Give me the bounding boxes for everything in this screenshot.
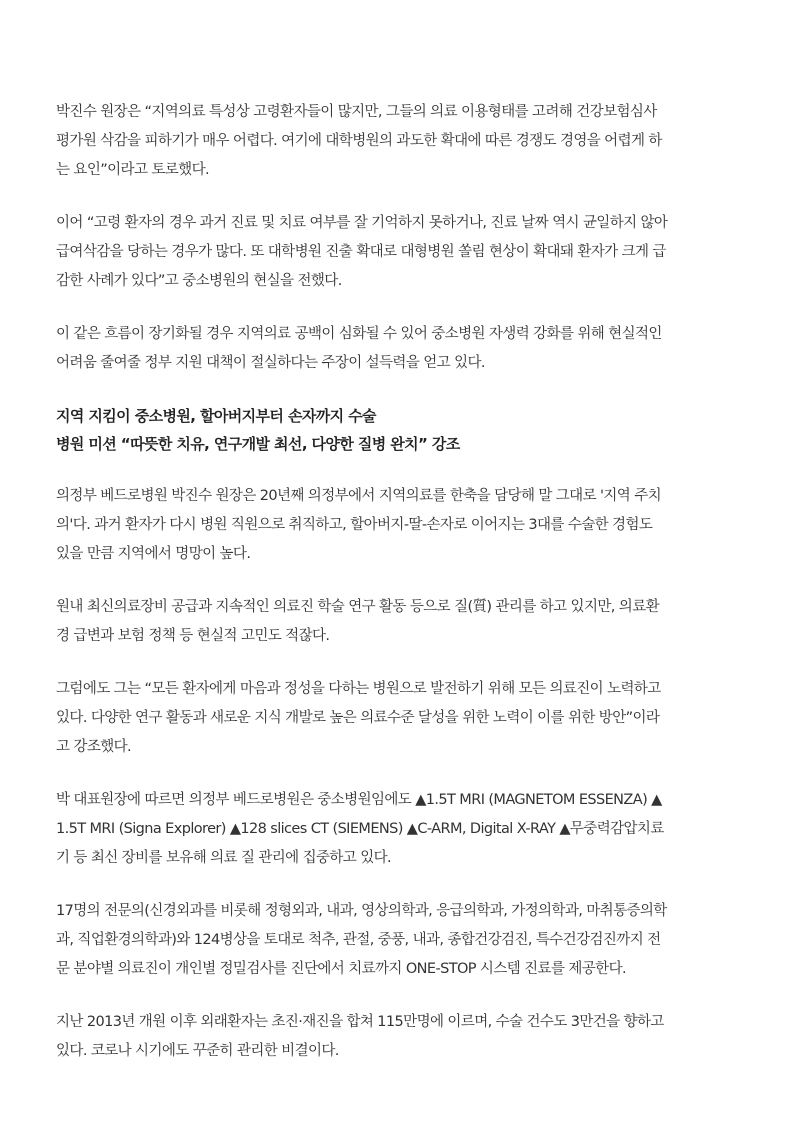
text-line: 있다. 다양한 연구 활동과 새로운 지식 개발로 높은 의료수준 달성을 위한 노력이 이를 위한 방안”이라 (56, 710, 660, 726)
paragraph-1 (56, 98, 740, 185)
article-body (56, 98, 740, 1090)
text-line: 문 분야별 의료진이 개인별 정밀검사를 진단에서 치료까지 ONE-STOP 시스템 진료를 제공한다. (56, 961, 627, 977)
text-line: 박진수 원장은 “지역의료 특성상 고령환자들이 많지만, 그들의 의료 이용형태를 고려해 건강보험심사 (56, 104, 657, 120)
text-line: 원내 최신의료장비 공급과 지속적인 의료진 학술 연구 활동 등으로 질(質) 관리를 하고 있지만, 의료환 (56, 599, 660, 615)
text-line: 의정부 베드로병원 박진수 원장은 20년째 의정부에서 지역의료를 한축을 담당해 말 그대로 '지역 주치 (56, 488, 662, 504)
text-line: 그럼에도 그는 “모든 환자에게 마음과 정성을 다하는 병원으로 발전하기 위해 모든 의료진이 노력하고 (56, 681, 661, 697)
text-line: 경 급변과 보험 정책 등 현실적 고민도 적잖다. (56, 628, 330, 644)
text-line: 17명의 전문의(신경외과를 비롯해 정형외과, 내과, 영상의학과, 응급의학과, 가정의학과, 마취통증의학 (56, 903, 667, 919)
paragraph-9 (56, 1008, 740, 1066)
paragraph-4 (56, 482, 740, 569)
text-line: 기 등 최신 장비를 보유해 의료 질 관리에 집중하고 있다. (56, 850, 392, 866)
text-line: 감한 사례가 있다”고 중소병원의 현실을 전했다. (56, 273, 342, 289)
paragraph-2 (56, 209, 740, 296)
text-line: 이 같은 흐름이 장기화될 경우 지역의료 공백이 심화될 수 있어 중소병원 자생력 강화를 위해 현실적인 (56, 326, 662, 342)
paragraph-5 (56, 593, 740, 651)
text-line: 박 대표원장에 따르면 의정부 베드로병원은 중소병원임에도 ▲1.5T MRI (MAGNETOM ESSENZA) ▲ (56, 792, 662, 808)
paragraph-3 (56, 320, 740, 378)
text-line: 의'다. 과거 환자가 다시 병원 직원으로 취직하고, 할아버지-딸-손자로 이어지는 3대를 수술한 경험도 (56, 517, 653, 533)
text-line: 고 강조했다. (56, 739, 132, 755)
text-line: 어려움 줄여줄 정부 지원 대책이 절실하다는 주장이 설득력을 얻고 있다. (56, 355, 485, 371)
subheading-line: 지역 지킴이 중소병원, 할아버지부터 손자까지 수술 (56, 407, 376, 425)
section-subheading (56, 402, 740, 458)
text-line: 과, 직업환경의학과)와 124병상을 토대로 척추, 관절, 중풍, 내과, 종합건강검진, 특수건강검진까지 전 (56, 932, 661, 948)
text-line: 급여삭감을 당하는 경우가 많다. 또 대학병원 진출 확대로 대형병원 쏠림 현상이 확대돼 환자가 크게 급 (56, 244, 666, 260)
subheading-line: 병원 미션 “따뜻한 치유, 연구개발 최선, 다양한 질병 완치” 강조 (56, 435, 460, 453)
text-line: 1.5T MRI (Signa Explorer) ▲128 slices CT (SIEMENS) ▲C-ARM, Digital X-RAY ▲무중력감압치료 (56, 821, 664, 837)
text-line: 는 요인”이라고 토로했다. (56, 162, 210, 178)
text-line: 있을 만큼 지역에서 명망이 높다. (56, 546, 251, 562)
paragraph-7 (56, 786, 740, 873)
text-line: 이어 “고령 환자의 경우 과거 진료 및 치료 여부를 잘 기억하지 못하거나, 진료 날짜 역시 균일하지 않아 (56, 215, 668, 231)
text-line: 지난 2013년 개원 이후 외래환자는 초진·재진을 합쳐 115만명에 이르며, 수술 건수도 3만건을 향하고 (56, 1014, 664, 1030)
text-line: 평가원 삭감을 피하기가 매우 어렵다. 여기에 대학병원의 과도한 확대에 따른 경쟁도 경영을 어렵게 하 (56, 133, 662, 149)
text-line: 있다. 코로나 시기에도 꾸준히 관리한 비결이다. (56, 1043, 339, 1059)
paragraph-6 (56, 675, 740, 762)
paragraph-8 (56, 897, 740, 984)
